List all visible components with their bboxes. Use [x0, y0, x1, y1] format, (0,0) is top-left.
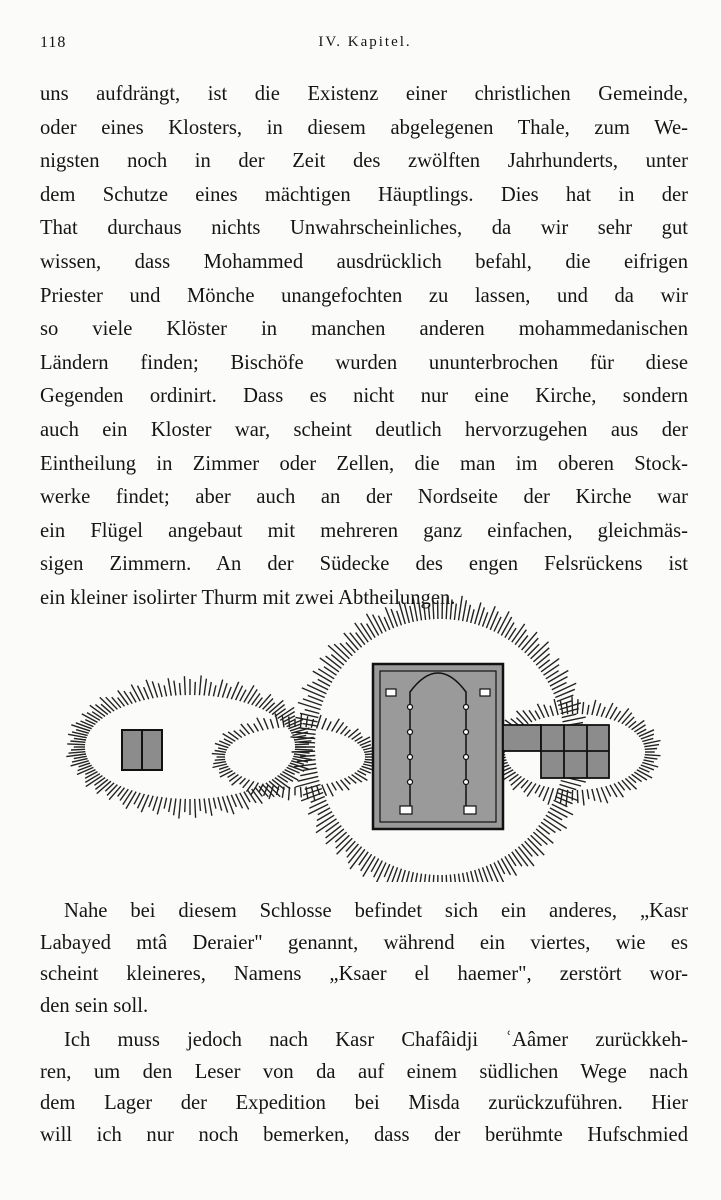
text-line: werke findet; aber auch an der Nordseite der Kirche war — [40, 486, 688, 509]
text-line: ren, um den Leser von da auf einem südlichen Wege nach — [40, 1060, 688, 1083]
text-line: scheint kleineres, Namens „Ksaer el haemer", zerstört wor- — [40, 963, 688, 985]
chapter-title: IV. Kapitel. — [318, 34, 412, 50]
text-line: auch ein Kloster war, scheint deutlich hervorzugehen aus der — [40, 418, 688, 441]
text-line: Ich muss jedoch nach Kasr Chafâidji ʿAâmer zurückkeh- — [64, 1029, 688, 1051]
text-line: dem Schutze eines mächtigen Häuptlings. Dies hat in der — [40, 183, 688, 206]
small-tower-plan — [122, 730, 162, 770]
text-line: uns aufdrängt, ist die Existenz einer christlichen Gemeinde, — [40, 83, 688, 105]
running-head — [40, 34, 690, 56]
paragraph-3 — [40, 1025, 688, 1151]
church-plan — [373, 664, 503, 829]
text-line: ein kleiner isolirter Thurm mit zwei Abtheilungen. — [40, 586, 456, 609]
north-wing-plan — [503, 725, 609, 778]
text-line: Labayed mtâ Deraier" genannt, während ein viertes, wie es — [40, 931, 688, 954]
text-line: ein Flügel angebaut mit mehreren ganz einfachen, gleichmäs- — [40, 519, 688, 542]
text-line: nigsten noch in der Zeit des zwölften Jahrhunderts, unter — [40, 150, 688, 173]
text-line: den sein soll. — [40, 994, 149, 1017]
text-line: wissen, dass Mohammed ausdrücklich befahl, die eifrigen — [40, 250, 688, 273]
paragraph-2 — [40, 896, 688, 1022]
ground-plan-figure — [60, 592, 670, 882]
text-line: That durchaus nichts Unwahrscheinliches, da wir sehr gut — [40, 217, 688, 240]
text-line: Priester und Mönche unangefochten zu lassen, und da wir — [40, 284, 688, 307]
page-number: 118 — [40, 34, 67, 51]
paragraph-1 — [40, 78, 688, 616]
text-line: Ländern finden; Bischöfe wurden ununterbrochen für diese — [40, 351, 688, 374]
text-line: sigen Zimmern. An der Südecke des engen Felsrückens ist — [40, 553, 688, 576]
text-line: will ich nur noch bemerken, dass der berühmte Hufschmied — [40, 1123, 688, 1146]
text-line: oder eines Klosters, in diesem abgelegenen Thale, zum We- — [40, 116, 688, 139]
text-line: Eintheilung in Zimmer oder Zellen, die man im oberen Stock- — [40, 452, 688, 475]
text-line: Nahe bei diesem Schlosse befindet sich ein anderes, „Kasr — [64, 900, 688, 922]
text-line: Gegenden ordinirt. Dass es nicht nur eine Kirche, sondern — [40, 385, 688, 408]
text-line: dem Lager der Expedition bei Misda zurückzuführen. Hier — [40, 1092, 688, 1114]
text-line: so viele Klöster in manchen anderen mohammedanischen — [40, 318, 688, 341]
